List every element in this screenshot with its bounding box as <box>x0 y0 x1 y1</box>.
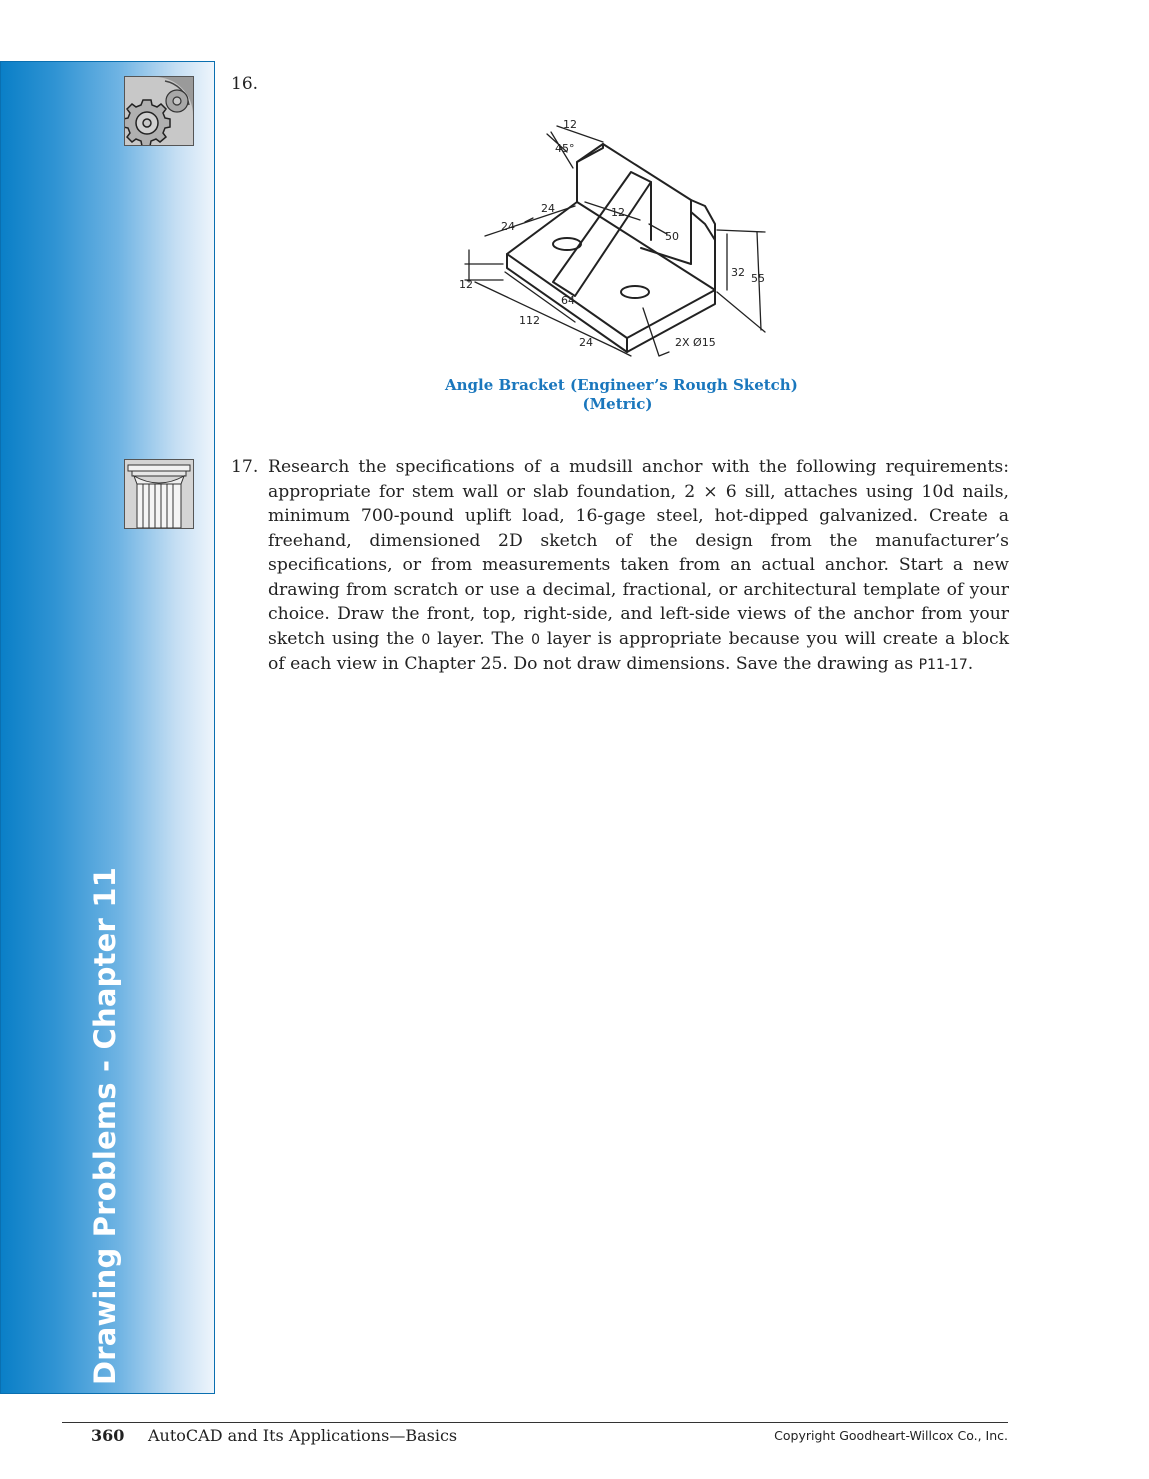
problem-17-text: Research the specifications of a mudsill anchor with the following requirements: appropriate for stem wall or slab foundation, 2 × 6 sill, attaches using 10d nails, minimum 700-pound uplift load, 16-gage steel, hot-dipped galvanized. Create a freehand, dimensioned 2D sketch of the design from the manufacturer’s specifications, or from measurements taken from an actual anchor. Start a new drawing from scratch or use a decimal, fractional, or architectural template of your choice. Draw the front, top, right-side, and left-side views of the anchor from your sketch using the 0 layer. The 0 layer is appropriate because you will create a block of each view in Chapter 25. Do not draw dimensions. Save the drawing as P11-17. <box>268 457 1009 674</box>
hole-right <box>621 286 649 298</box>
figure-caption <box>445 376 798 414</box>
svg-text:2X Ø15: 2X Ø15 <box>675 336 716 349</box>
caption-title: Angle Bracket (Engineer’s Rough Sketch) <box>445 376 798 394</box>
column-icon <box>124 459 194 529</box>
dimension-labels <box>459 118 765 349</box>
sidebar-title: Drawing Problems - Chapter 11 <box>88 866 122 1385</box>
book-title: AutoCAD and Its Applications—Basics <box>148 1426 458 1445</box>
caption-subtitle: (Metric) <box>582 395 653 413</box>
svg-text:24: 24 <box>501 220 515 233</box>
wall-outline <box>577 144 715 290</box>
svg-text:24: 24 <box>579 336 593 349</box>
svg-text:64: 64 <box>561 294 575 307</box>
angle-bracket-sketch <box>455 112 785 367</box>
svg-text:55: 55 <box>751 272 765 285</box>
dimension-lines <box>465 126 765 356</box>
svg-text:45°: 45° <box>555 142 575 155</box>
svg-text:50: 50 <box>665 230 679 243</box>
wall-base-line <box>641 248 691 264</box>
file-name: P11-17 <box>918 657 968 673</box>
svg-text:32: 32 <box>731 266 745 279</box>
svg-text:12: 12 <box>563 118 577 131</box>
svg-text:112: 112 <box>519 314 540 327</box>
copyright: Copyright Goodheart-Willcox Co., Inc. <box>774 1428 1008 1443</box>
layer-name: 0 <box>531 631 540 648</box>
svg-text:12: 12 <box>459 278 473 291</box>
layer-name: 0 <box>421 631 431 648</box>
svg-text:12: 12 <box>611 206 625 219</box>
svg-text:24: 24 <box>541 202 555 215</box>
rib <box>553 172 651 296</box>
problem-16-number: 16. <box>231 74 259 94</box>
gear-icon <box>124 76 194 146</box>
problem-17 <box>231 455 1009 678</box>
footer-rule <box>62 1422 1008 1423</box>
problem-17-number: 17. <box>231 457 259 477</box>
hole-left <box>553 238 581 250</box>
page-number: 360 <box>91 1426 125 1445</box>
